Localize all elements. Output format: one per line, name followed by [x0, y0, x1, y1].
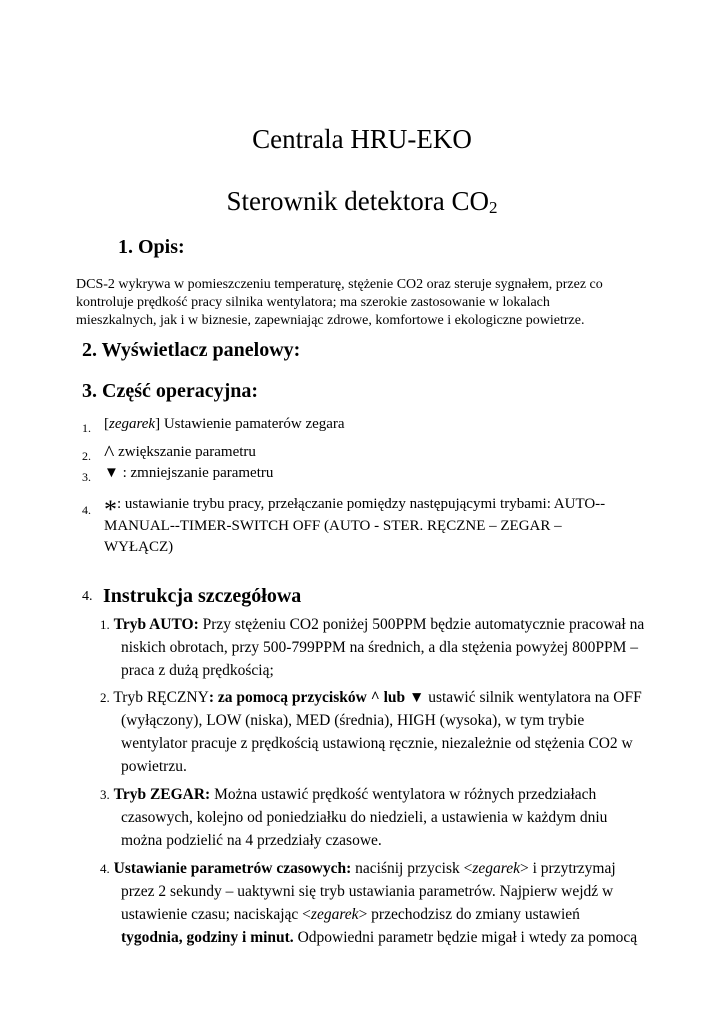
list-item-mode-cont: MANUAL--TIMER-SWITCH OFF (AUTO - STER. RĘCZNE – ZEGAR – [104, 518, 562, 534]
list-item-mode: *: ustawianie trybu pracy, przełączanie pomiędzy następującymi trybami: AUTO-- [104, 495, 606, 524]
paragraph-timer: 3. Tryb ZEGAR: Można ustawić prędkość wentylatora w różnych przedziałach czasowych, kolejno od poniedziałku do niedzieli, a ustawienia w każdym dniu można podzielić na 4 przedziały czasowe. [100, 786, 608, 849]
paragraph-auto: 1. Tryb AUTO: Przy stężeniu CO2 poniżej 500PPM będzie automatycznie pracował na niskich obrotach, przy 500-799PPM na średnich, a dla stężenia powyżej 800PPM – praca z dużą prędkością; [100, 616, 645, 679]
intro-line: kontroluje prędkość pracy silnika wentylatora; ma szerokie zastosowanie w lokalach [76, 295, 550, 310]
list-number: 2. [82, 449, 91, 463]
list-number: 3. [82, 470, 91, 484]
asterisk-icon: * [104, 495, 117, 524]
section-2-heading: 2. Wyświetlacz panelowy: [82, 339, 301, 361]
section-4-heading: Instrukcja szczegółowa [103, 585, 302, 607]
paragraph-manual: 2. Tryb RĘCZNY: za pomocą przycisków ^ lub ▼ ustawić silnik wentylatora na OFF (wyłączony), LOW (niska), MED (średnia), HIGH (wysoka), w tym trybie wentylator pracuje z prędkością ustawioną ręcznie, niezależnie od stężenia CO2 w powietrzu. [100, 689, 642, 775]
caret-up-icon: ^ [104, 440, 115, 465]
subtitle-main: Sterownik detektora CO [226, 186, 489, 216]
paragraph-time-settings: 4. Ustawianie parametrów czasowych: naciśnij przycisk <zegarek> i przytrzymaj przez 2 sekundy – uaktywni się tryb ustawiania parametrów. Najpierw wejdź w ustawienie czasu; naciskając <zegarek> przechodzisz do zmiany ustawień tygodnia, godziny i minut. Odpowiedni parametr będzie migał i wtedy za pomocą [100, 860, 638, 946]
triangle-down-icon: ▼ [104, 465, 119, 481]
section-3-heading: 3. Część operacyjna: [82, 380, 259, 402]
list-item-increase: ^ zwiększanie parametru [104, 440, 256, 465]
document-subtitle [0, 186, 724, 218]
list-number: 4. [82, 503, 91, 517]
section-4-number: 4. [82, 589, 93, 604]
document-title: Centrala HRU-EKO [252, 124, 472, 154]
subtitle-subscript: 2 [488, 198, 498, 217]
section-1-text [76, 276, 603, 330]
list-number: 1. [82, 421, 91, 435]
list-item-decrease: ▼ : zmniejszanie parametru [104, 465, 274, 481]
section-1-heading: 1. Opis: [118, 236, 185, 258]
list-item-mode-cont: WYŁĄCZ) [104, 539, 174, 555]
intro-line: mieszkalnych, jak i w biznesie, zapewniając zdrowe, komfortowe i ekologiczne powietrze. [76, 313, 585, 328]
intro-line: DCS-2 wykrywa w pomieszczeniu temperaturę, stężenie CO2 oraz steruje sygnałem, przez co [76, 277, 603, 292]
keyword-zegarek: zegarek [109, 416, 156, 432]
list-item-clock: [zegarek] Ustawienie pamaterów zegara [104, 416, 345, 432]
